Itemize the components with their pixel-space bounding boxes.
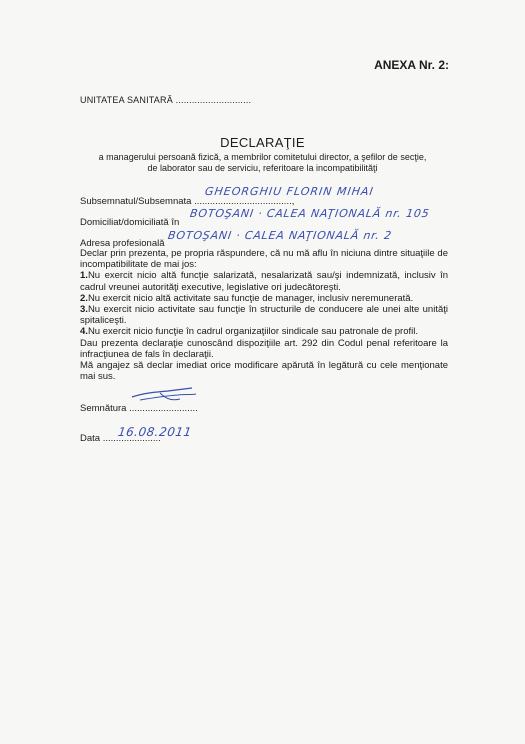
domicile-label: Domiciliat/domiciliată în: [80, 217, 180, 228]
document-title: DECLARAŢIE: [220, 135, 305, 150]
item-number: 3.: [80, 304, 88, 316]
signature-label: Semnătura ..........................: [80, 403, 198, 414]
work-address-label: Adresa profesională: [80, 238, 165, 249]
annex-title: ANEXA Nr. 2:: [374, 58, 449, 72]
item-text: Nu exercit nicio altă funcţie salarizată, nesalarizată sau/şi indemnizată, inclusiv în cadrul vreunei autorităţi executive, legislative ori judecătoreşti.: [80, 270, 448, 293]
incompatibility-item: [80, 304, 448, 326]
penal-notice: Dau prezenta declaraţie cunoscând dispoziţiile art. 292 din Codul penal referitoare la infracţiunea de fals în declaraţii.: [80, 337, 448, 360]
date-label: Data ......................: [80, 433, 161, 444]
document-subtitle-line2: de laborator sau de serviciu, referitoare la incompatibilităţi: [147, 163, 378, 173]
item-number: 4.: [80, 326, 88, 338]
date-handwritten-value: 16.08.2011: [117, 425, 193, 439]
item-text: Nu exercit nicio altă activitate sau funcţie de manager, inclusiv neremunerată.: [87, 292, 414, 304]
item-number: 1.: [80, 270, 88, 282]
signatory-handwritten-value: GHEORGHIU FLORIN MIHAI: [204, 185, 375, 198]
work-address-handwritten-value: BOTOŞANI · CALEA NAŢIONALĂ nr. 2: [167, 229, 393, 242]
declaration-body: [80, 248, 448, 382]
commitment-notice: Mă angajez să declar imediat orice modificare apărută în legătură cu cele menţionate mai sus.: [80, 360, 448, 383]
incompatibility-item: [80, 270, 448, 292]
signatory-label: Subsemnatul/Subsemnata .....................................,: [80, 196, 295, 207]
item-text: Nu exercit nicio activitate sau funcţie în structurile de conducere ale unei alte unităţi spitaliceşti.: [80, 304, 448, 327]
incompatibility-item: [80, 326, 448, 337]
document-subtitle-line1: a managerului persoană fizică, a membrilor comitetului director, a şefilor de secţie,: [98, 152, 427, 162]
declaration-intro: Declar prin prezenta, pe propria răspundere, că nu mă aflu în niciuna dintre situaţiile de incompatibilitate de mai jos:: [80, 248, 448, 271]
item-number: 2.: [80, 292, 88, 304]
medical-unit-label: UNITATEA SANITARĂ ............................: [80, 95, 252, 105]
domicile-handwritten-value: BOTOŞANI · CALEA NAŢIONALĂ nr. 105: [189, 207, 431, 220]
incompatibility-item: [80, 293, 448, 304]
item-text: Nu exercit nicio funcţie în cadrul organizaţiilor sindicale sau patronale de profil.: [87, 326, 418, 338]
